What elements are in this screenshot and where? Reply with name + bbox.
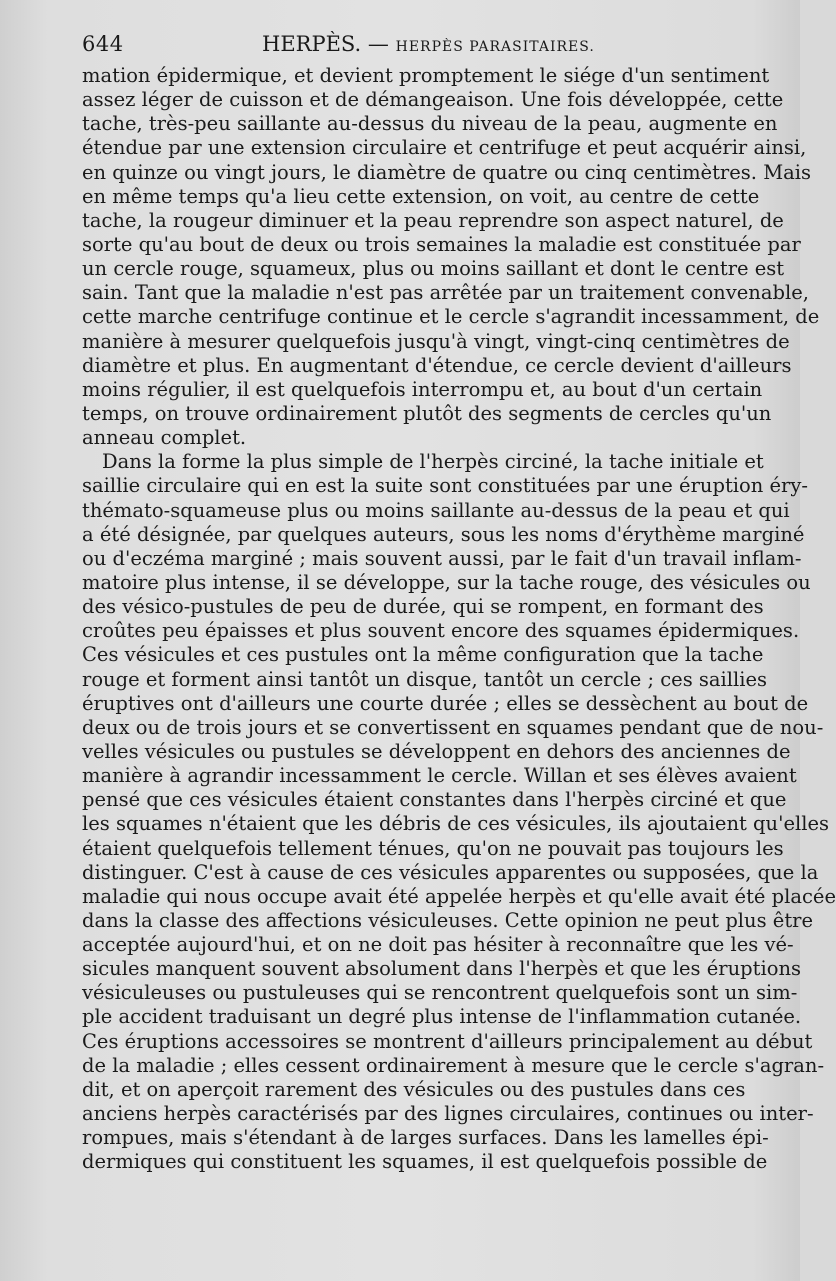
- text-line: étendue par une extension circulaire et centrifuge et peut acquérir ainsi,: [82, 136, 807, 160]
- text-line: éruptives ont d'ailleurs une courte durée ; elles se dessèchent au bout de: [82, 691, 809, 715]
- text-line: croûtes peu épaisses et plus souvent encore des squames épidermiques.: [82, 619, 800, 643]
- text-line: saillie circulaire qui en est la suite sont constituées par une éruption éry-: [82, 474, 808, 498]
- text-line: Dans la forme la plus simple de l'herpès circiné, la tache initiale et: [102, 450, 764, 474]
- text-line: tache, la rougeur diminuer et la peau reprendre son aspect naturel, de: [82, 208, 784, 232]
- text-line: en même temps qu'a lieu cette extension, on voit, au centre de cette: [82, 184, 760, 208]
- running-head-title: HERPÈS.: [262, 32, 362, 56]
- text-line: étaient quelquefois tellement ténues, qu'on ne pouvait pas toujours les: [82, 836, 784, 860]
- text-line: maladie qui nous occupe avait été appelée herpès et qu'elle avait été placée: [82, 884, 836, 908]
- text-line: dans la classe des affections vésiculeuses. Cette opinion ne peut plus être: [82, 908, 814, 932]
- running-head: [262, 32, 595, 56]
- text-line: anneau complet.: [82, 426, 247, 450]
- text-line: Ces éruptions accessoires se montrent d'ailleurs principalement au début: [82, 1029, 813, 1053]
- text-line: thémato-squameuse plus ou moins saillante au-dessus de la peau et qui: [82, 498, 790, 522]
- body-text: [82, 64, 836, 1174]
- text-line: ou d'eczéma marginé ; mais souvent aussi, par le fait d'un travail inflam-: [82, 546, 802, 570]
- page-header: [82, 30, 727, 60]
- text-line: dit, et on aperçoit rarement des vésicules ou des pustules dans ces: [82, 1077, 746, 1101]
- text-line: dermiques qui constituent les squames, il est quelquefois possible de: [82, 1150, 768, 1174]
- text-line: de la maladie ; elles cessent ordinairement à mesure que le cercle s'agran-: [82, 1053, 825, 1077]
- text-line: en quinze ou vingt jours, le diamètre de quatre ou cinq centimètres. Mais: [82, 160, 812, 184]
- text-line: moins régulier, il est quelquefois interrompu et, au bout d'un certain: [82, 377, 763, 401]
- text-line: vésiculeuses ou pustuleuses qui se rencontrent quelquefois sont un sim-: [82, 981, 798, 1005]
- text-line: ple accident traduisant un degré plus intense de l'inflammation cutanée.: [82, 1005, 802, 1029]
- text-line: cette marche centrifuge continue et le cercle s'agrandit incessamment, de: [82, 305, 820, 329]
- text-line: anciens herpès caractérisés par des lignes circulaires, continues ou inter-: [82, 1102, 814, 1126]
- text-line: manière à mesurer quelquefois jusqu'à vingt, vingt-cinq centimètres de: [82, 329, 790, 353]
- text-line: Ces vésicules et ces pustules ont la même configuration que la tache: [82, 643, 764, 667]
- text-line: pensé que ces vésicules étaient constantes dans l'herpès circiné et que: [82, 788, 787, 812]
- page-number: 644: [82, 32, 124, 56]
- text-line: sicules manquent souvent absolument dans l'herpès et que les éruptions: [82, 957, 802, 981]
- text-line: manière à agrandir incessamment le cercle. Willan et ses élèves avaient: [82, 764, 797, 788]
- text-line: sain. Tant que la maladie n'est pas arrêtée par un traitement convenable,: [82, 281, 809, 305]
- text-line: a été désignée, par quelques auteurs, sous les noms d'érythème marginé: [82, 522, 805, 546]
- text-line: acceptée aujourd'hui, et on ne doit pas hésiter à reconnaître que les vé-: [82, 933, 794, 957]
- text-line: mation épidermique, et devient promptement le siége d'un sentiment: [82, 64, 770, 87]
- text-line: tache, très-peu saillante au-dessus du niveau de la peau, augmente en: [82, 112, 778, 136]
- text-line: sorte qu'au bout de deux ou trois semaines la maladie est constituée par: [82, 232, 801, 256]
- text-line: deux ou de trois jours et se convertissent en squames pendant que de nou-: [82, 715, 824, 739]
- text-line: rompues, mais s'étendant à de larges surfaces. Dans les lamelles épi-: [82, 1126, 769, 1150]
- running-head-subtitle: HERPÈS PARASITAIRES.: [395, 39, 595, 55]
- running-head-dash: —: [367, 32, 389, 56]
- text-line: un cercle rouge, squameux, plus ou moins saillant et dont le centre est: [82, 257, 785, 281]
- text-line: rouge et forment ainsi tantôt un disque, tantôt un cercle ; ces saillies: [82, 667, 768, 691]
- text-line: matoire plus intense, il se développe, sur la tache rouge, des vésicules ou: [82, 570, 811, 594]
- text-line: assez léger de cuisson et de démangeaison. Une fois développée, cette: [82, 88, 784, 112]
- text-line: temps, on trouve ordinairement plutôt des segments de cercles qu'un: [82, 401, 772, 425]
- text-line: distinguer. C'est à cause de ces vésicules apparentes ou supposées, que la: [82, 860, 819, 884]
- text-line: les squames n'étaient que les débris de ces vésicules, ils ajoutaient qu'elles: [82, 812, 830, 836]
- text-line: des vésico-pustules de peu de durée, qui se rompent, en formant des: [82, 595, 764, 619]
- text-line: velles vésicules ou pustules se développent en dehors des anciennes de: [82, 739, 791, 763]
- text-line: diamètre et plus. En augmentant d'étendue, ce cercle devient d'ailleurs: [82, 353, 792, 377]
